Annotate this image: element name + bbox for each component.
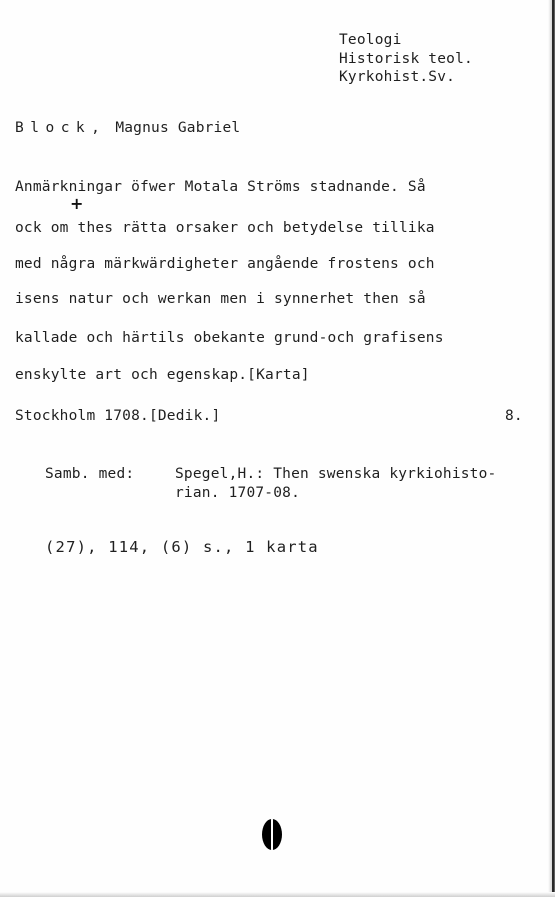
punch-hole-icon — [262, 819, 282, 850]
title-line-5: kallade och härtils obekante grund-och grafisens — [15, 330, 444, 346]
bound-with-label: Samb. med: — [45, 466, 135, 482]
subject-heading-3: Kyrkohist.Sv. — [339, 69, 456, 85]
collation: (27), 114, (6) s., 1 karta — [45, 538, 319, 556]
card-bottom-edge — [0, 892, 555, 897]
author-given-names: Magnus Gabriel — [106, 120, 241, 136]
title-line-6: enskylte art och egenskap.[Karta] — [15, 367, 310, 383]
title-line-2: ock om thes rätta orsaker och betydelse tillika — [15, 220, 435, 236]
card-edge-line — [552, 0, 554, 897]
format-size: 8. — [505, 408, 523, 424]
subject-heading-2: Historisk teol. — [339, 51, 473, 67]
imprint: Stockholm 1708.[Dedik.] — [15, 408, 221, 424]
title-line-3: med några märkwärdigheter angående frostens och — [15, 256, 435, 272]
title-line-4: isens natur och werkan men i synnerhet then så — [15, 291, 426, 307]
bound-with-title-1: Spegel,H.: Then swenska kyrkiohisto- — [175, 466, 497, 482]
author-surname: Block, — [15, 120, 107, 136]
title-line-1: Anmärkningar öfwer Motala Ströms stadnande. Så — [15, 179, 426, 195]
bound-with-title-2: rian. 1707-08. — [175, 485, 301, 501]
author-heading — [15, 119, 240, 137]
plus-mark-icon: + — [70, 194, 84, 213]
subject-heading-1: Teologi — [339, 32, 402, 48]
